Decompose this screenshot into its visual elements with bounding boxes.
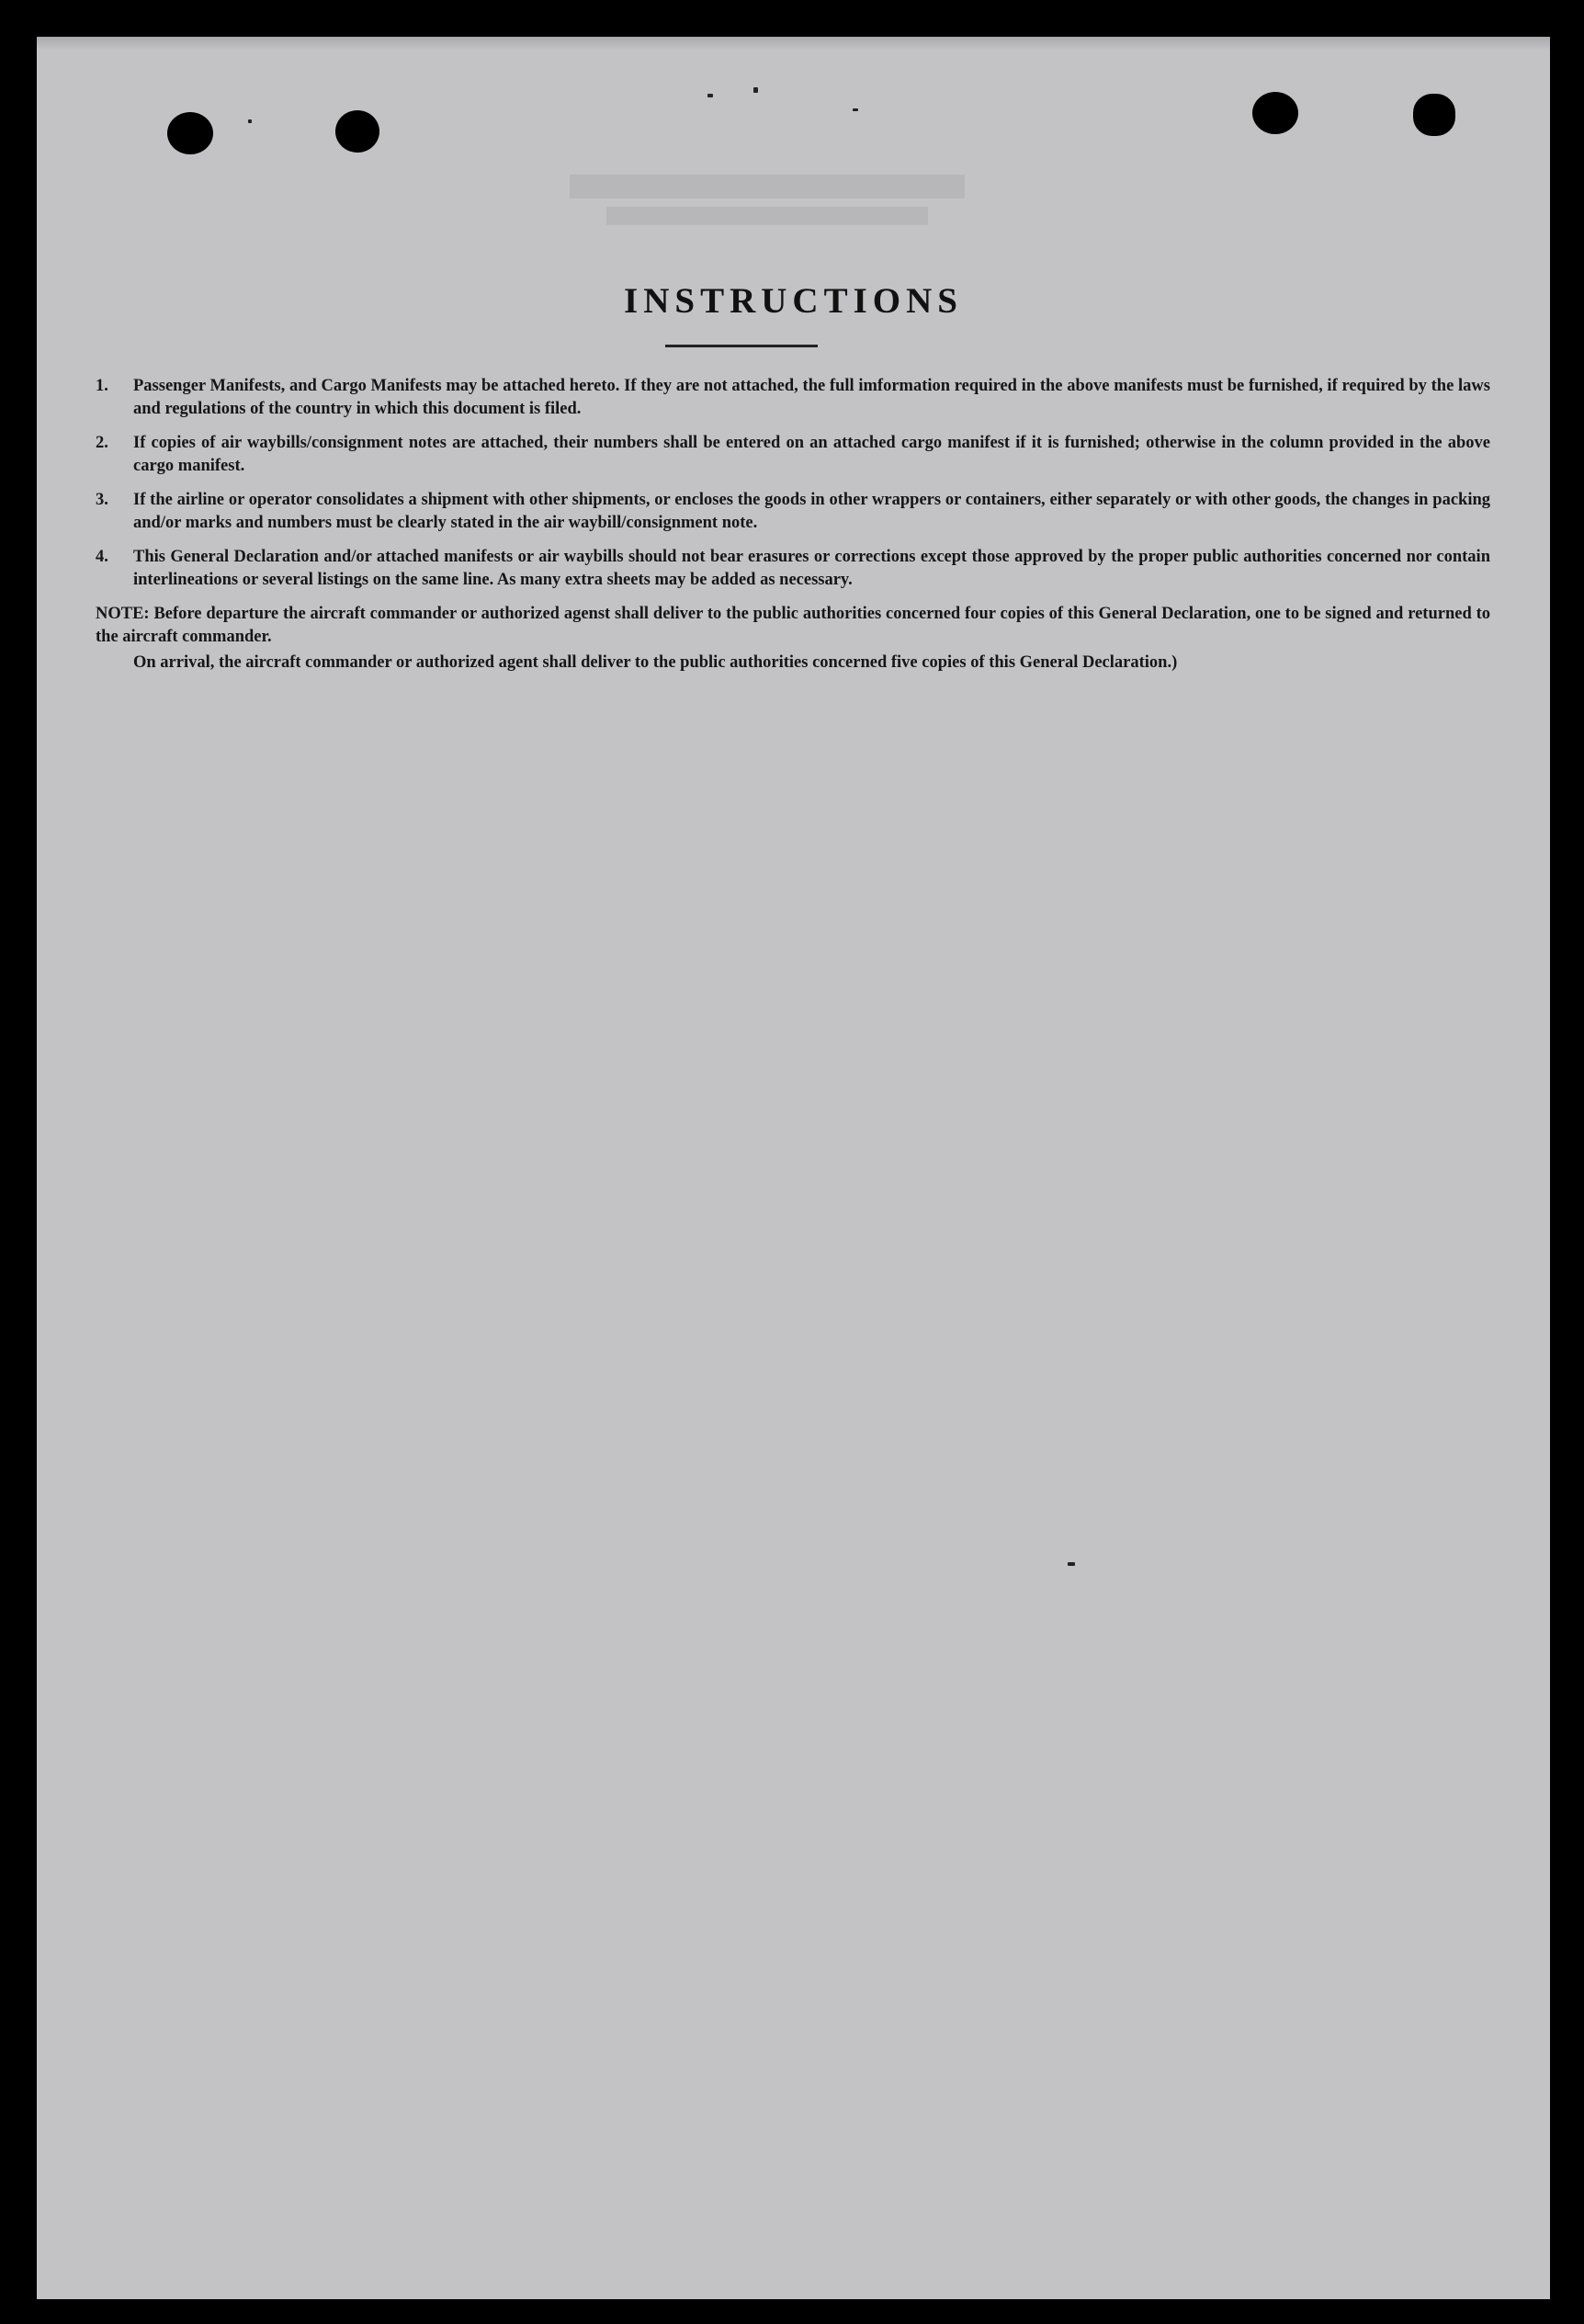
item-text: Passenger Manifests, and Cargo Manifests may be attached hereto. If they are not attached, the full imformation required in the above manifests must be furnished, if required by the laws and regulations of the country in which this document is filed. <box>133 377 1490 418</box>
punch-hole-right-1 <box>1252 92 1298 134</box>
bleed-through-mark <box>570 175 965 198</box>
note-arrival-text: On arrival, the aircraft commander or authorized agent shall deliver to the public authorities concerned five copies of this General Declaration.) <box>133 653 1178 672</box>
item-number: 1. <box>96 377 108 395</box>
title-underline <box>665 345 818 347</box>
item-text: If the airline or operator consolidates a shipment with other shipments, or encloses the goods in other wrappers or containers, either separately or with other goods, the changes in packing and/or marks and numbers must be clearly stated in the air waybill/consignment note. <box>133 491 1490 532</box>
scan-speck <box>1068 1562 1075 1566</box>
item-text: This General Declaration and/or attached manifests or air waybills should not bear erasures or corrections except those approved by the proper public authorities concerned nor contain interlineations or several listings on the same line. As many extra sheets may be added as necessary. <box>133 548 1490 589</box>
note-text: Before departure the aircraft commander or authorized agenst shall deliver to the public authorities concerned four copies of this General Declaration, one to be signed and returned to the aircraft commander. <box>96 605 1490 646</box>
item-number: 3. <box>96 491 108 509</box>
instructions-list <box>96 375 1490 675</box>
item-number: 4. <box>96 548 108 566</box>
punch-hole-right-2 <box>1413 94 1455 136</box>
document-page <box>37 37 1550 2299</box>
instruction-item-2 <box>96 432 1490 478</box>
instruction-item-1 <box>96 375 1490 421</box>
bleed-through-mark <box>606 207 928 225</box>
paper-top-edge <box>37 37 1550 50</box>
note-arrival-paragraph <box>96 652 1490 675</box>
note-paragraph <box>96 603 1490 649</box>
instruction-item-4 <box>96 546 1490 592</box>
note-label: NOTE: <box>96 605 150 623</box>
page-title: INSTRUCTIONS <box>624 281 963 321</box>
punch-hole-left-2 <box>335 110 379 153</box>
punch-hole-left-1 <box>167 112 213 154</box>
item-number: 2. <box>96 434 108 452</box>
scan-speck <box>248 119 252 123</box>
item-text: If copies of air waybills/consignment notes are attached, their numbers shall be entered on an attached cargo manifest if it is furnished; otherwise in the column provided in the above cargo manifest. <box>133 434 1490 475</box>
scan-speck <box>753 87 758 93</box>
scan-speck <box>853 108 858 111</box>
instruction-item-3 <box>96 489 1490 535</box>
scan-speck <box>707 94 713 97</box>
